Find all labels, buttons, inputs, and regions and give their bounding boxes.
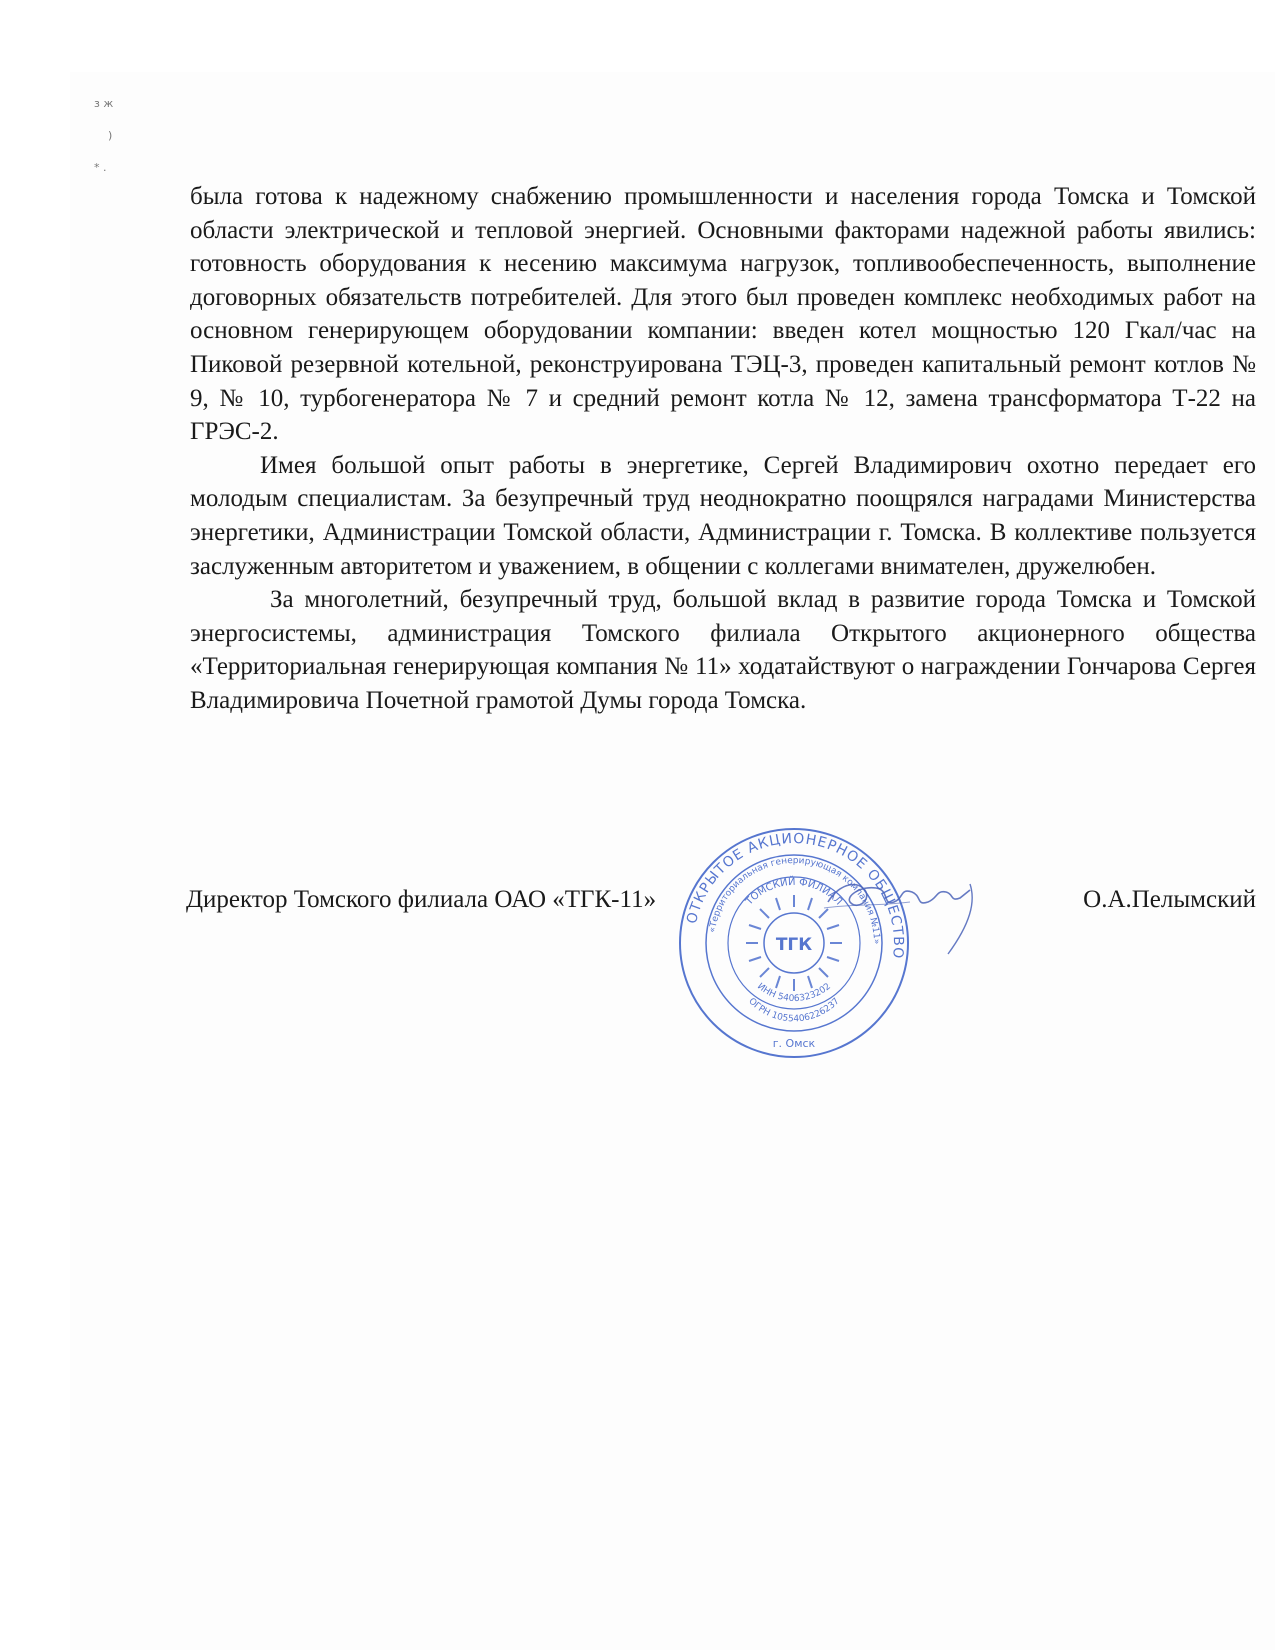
stamp-city-text: г. Омск: [772, 1037, 816, 1050]
stamp-inn-text: ИНН 5406323202: [755, 981, 833, 1005]
margin-mark: ): [108, 129, 113, 142]
margin-mark: з ж: [94, 97, 114, 110]
margin-marks: [94, 88, 134, 178]
handwritten-signature: [820, 862, 1010, 962]
stamp-ogrn-text: ОГРН 1055406226237: [746, 996, 842, 1025]
stamp-logo: ТГК: [775, 935, 813, 955]
paragraph-continuation: была готова к надежному снабжению промышленности и населения города Томска и Томской области электрической и тепловой энергией. Основными факторами надежной работы явились: готовность оборудования к несению максимума нагрузок, топливообеспеченность, выполнение договорных обязательств потребителей. Для этого был проведен комплекс необходимых работ на основном генерирующем оборудовании компании: введен котел мощностью 120 Гкал/час на Пиковой резервной котельной, реконструирована ТЭЦ-3, проведен капитальный ремонт котлов № 9, № 10, турбогенератора № 7 и средний ремонт котла № 12, замена трансформатора Т-22 на ГРЭС-2.: [190, 183, 1256, 446]
stamp-branch-text: ТОМСКИЙ ФИЛИАЛ: [743, 876, 845, 908]
signer-title: Директор Томского филиала ОАО «ТГК-11»: [186, 886, 657, 913]
paragraph-petition: За многолетний, безупречный труд, большой вклад в развитие города Томска и Томской энергосистемы, администрация Томского филиала Открытого акционерного общества «Территориальная генерирующая компания № 11» ходатайствуют о награждении Гончарова Сергея Владимировича Почетной грамотой Думы города Томска.: [190, 586, 1256, 714]
paragraph-experience: Имея большой опыт работы в энергетике, Сергей Владимирович охотно передает его молодым специалистам. За безупречный труд неоднократно поощрялся наградами Министерства энергетики, Администрации Томской области, Администрации г. Томска. В коллективе пользуется заслуженным авторитетом и уважением, в общении с коллегами внимателен, дружелюбен.: [190, 451, 1256, 580]
signer-name: О.А.Пелымский: [1083, 886, 1256, 913]
letter-body: [190, 180, 1256, 718]
margin-mark: * .: [94, 161, 107, 174]
stamp-outer-text: ОТКРЫТОЕ АКЦИОНЕРНОЕ ОБЩЕСТВО: [683, 830, 907, 960]
stamp-middle-text: «Территориальная генерирующая компания №11»: [707, 855, 882, 945]
